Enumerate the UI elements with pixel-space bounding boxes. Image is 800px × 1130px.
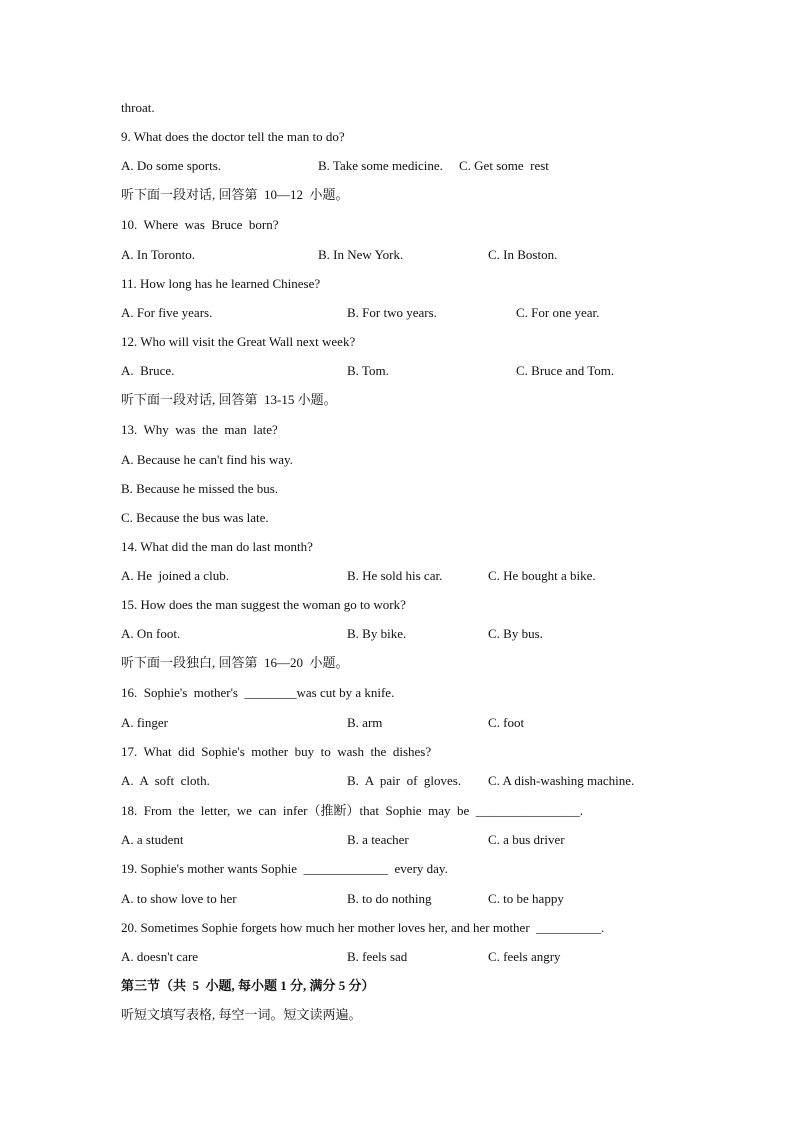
question-12: 12. Who will visit the Great Wall next week? — [121, 334, 356, 349]
option-15a: A. On foot. — [121, 626, 181, 641]
option-19c: C. to be happy — [488, 891, 564, 906]
option-9b: B. Take some medicine. — [318, 158, 443, 173]
question-13: 13. Why was the man late? — [121, 422, 278, 437]
question-17: 17. What did Sophie's mother buy to wash the dishes? — [121, 744, 432, 759]
option-14c: C. He bought a bike. — [488, 568, 596, 583]
option-10b: B. In New York. — [318, 247, 404, 262]
option-20c: C. feels angry — [488, 949, 561, 964]
option-13c: C. Because the bus was late. — [121, 510, 269, 525]
question-14: 14. What did the man do last month? — [121, 539, 313, 554]
option-19a: A. to show love to her — [121, 891, 237, 906]
option-12a: A. Bruce. — [121, 363, 175, 378]
option-13a: A. Because he can't find his way. — [121, 452, 293, 467]
option-18b: B. a teacher — [347, 832, 409, 847]
section-instruction-10-12: 听下面一段对话, 回答第 10—12 小题。 — [121, 187, 349, 202]
option-16a: A. finger — [121, 715, 168, 730]
option-20a: A. doesn't care — [121, 949, 199, 964]
option-16b: B. arm — [347, 715, 383, 730]
option-10c: C. In Boston. — [488, 247, 558, 262]
section-instruction-13-15: 听下面一段对话, 回答第 13-15 小题。 — [121, 392, 337, 407]
option-20b: B. feels sad — [347, 949, 408, 964]
section-3-instruction: 听短文填写表格, 每空一词。短文读两遍。 — [121, 1007, 362, 1022]
option-11c: C. For one year. — [516, 305, 600, 320]
option-18c: C. a bus driver — [488, 832, 565, 847]
text-line: throat. — [121, 100, 155, 115]
option-13b: B. Because he missed the bus. — [121, 481, 279, 496]
option-9c: C. Get some rest — [459, 158, 549, 173]
question-11: 11. How long has he learned Chinese? — [121, 276, 321, 291]
option-10a: A. In Toronto. — [121, 247, 195, 262]
question-19: 19. Sophie's mother wants Sophie _____________ every day. — [121, 861, 448, 876]
question-18: 18. From the letter, we can infer（推断）that Sophie may be ________________. — [121, 803, 583, 818]
option-16c: C. foot — [488, 715, 525, 730]
question-10: 10. Where was Bruce born? — [121, 217, 279, 232]
option-12c: C. Bruce and Tom. — [516, 363, 615, 378]
option-14a: A. He joined a club. — [121, 568, 229, 583]
option-11a: A. For five years. — [121, 305, 213, 320]
option-12b: B. Tom. — [347, 363, 389, 378]
option-15c: C. By bus. — [488, 626, 543, 641]
option-19b: B. to do nothing — [347, 891, 432, 906]
question-20: 20. Sometimes Sophie forgets how much her mother loves her, and her mother __________. — [121, 920, 605, 935]
section-instruction-16-20: 听下面一段独白, 回答第 16—20 小题。 — [121, 655, 349, 670]
option-15b: B. By bike. — [347, 626, 407, 641]
option-11b: B. For two years. — [347, 305, 437, 320]
question-15: 15. How does the man suggest the woman go to work? — [121, 597, 406, 612]
option-9a: A. Do some sports. — [121, 158, 222, 173]
section-3-title: 第三节（共 5 小题, 每小题 1 分, 满分 5 分） — [121, 978, 375, 993]
option-14b: B. He sold his car. — [347, 568, 443, 583]
option-17c: C. A dish-washing machine. — [488, 773, 635, 788]
question-16: 16. Sophie's mother's ________was cut by a knife. — [121, 685, 395, 700]
question-9: 9. What does the doctor tell the man to do? — [121, 129, 345, 144]
option-17a: A. A soft cloth. — [121, 773, 210, 788]
option-18a: A. a student — [121, 832, 184, 847]
option-17b: B. A pair of gloves. — [347, 773, 462, 788]
